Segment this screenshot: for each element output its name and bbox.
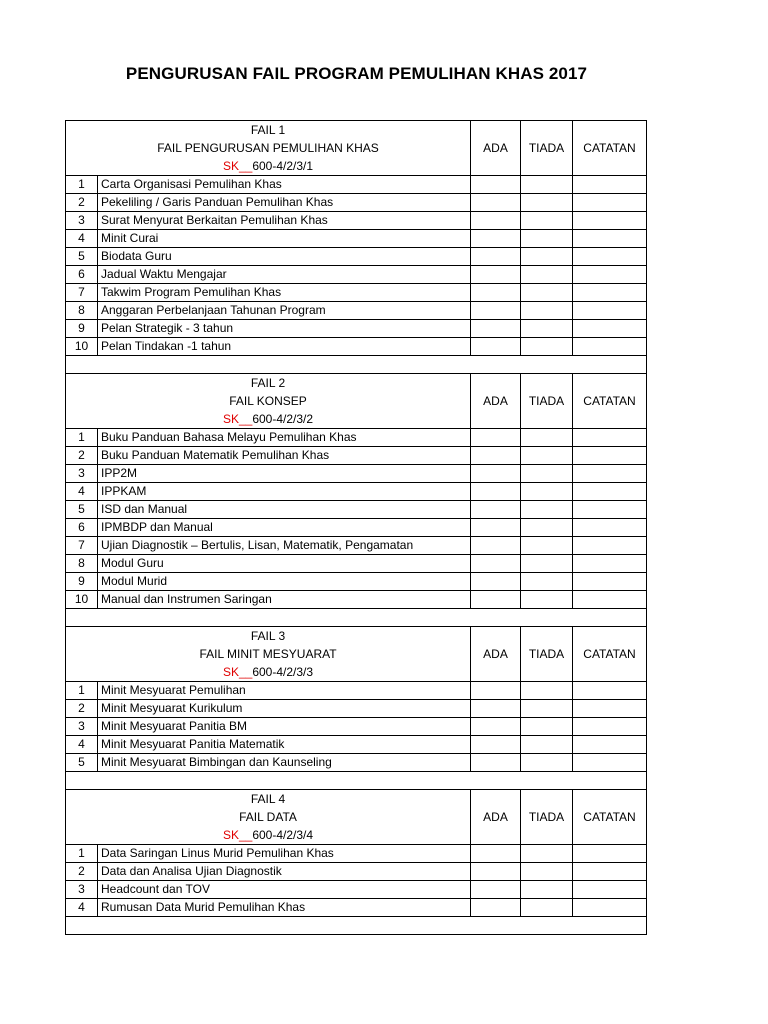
table-row	[66, 483, 647, 501]
file-code	[69, 410, 467, 428]
item-description: Minit Mesyuarat Panitia BM	[98, 718, 471, 736]
tiada-cell[interactable]	[521, 338, 573, 356]
tiada-cell[interactable]	[521, 176, 573, 194]
tiada-cell[interactable]	[521, 465, 573, 483]
ada-cell[interactable]	[471, 465, 521, 483]
table-row	[66, 465, 647, 483]
item-number: 2	[66, 194, 98, 212]
item-number: 8	[66, 302, 98, 320]
table-row	[66, 591, 647, 609]
ada-cell[interactable]	[471, 447, 521, 465]
table-row	[66, 284, 647, 302]
document-title: PENGURUSAN FAIL PROGRAM PEMULIHAN KHAS 2017	[125, 64, 588, 83]
spacer-row	[66, 772, 647, 790]
table-row	[66, 682, 647, 700]
ada-cell[interactable]	[471, 429, 521, 447]
catatan-cell[interactable]	[573, 483, 647, 501]
item-number: 1	[66, 682, 98, 700]
table-row	[66, 266, 647, 284]
catatan-cell[interactable]	[573, 212, 647, 230]
table-row	[66, 338, 647, 356]
item-description: IPP2M	[98, 465, 471, 483]
file-code-number: 600-4/2/3/1	[252, 159, 314, 173]
file-code-prefix: SK__	[222, 665, 253, 679]
item-description: Modul Murid	[98, 573, 471, 591]
item-description: Manual dan Instrumen Saringan	[98, 591, 471, 609]
file-code	[69, 826, 467, 844]
column-header-ada: ADA	[471, 374, 521, 429]
item-number: 4	[66, 483, 98, 501]
ada-cell[interactable]	[471, 845, 521, 863]
item-description: Takwim Program Pemulihan Khas	[98, 284, 471, 302]
section-title-cell	[66, 790, 471, 845]
ada-cell[interactable]	[471, 591, 521, 609]
ada-cell[interactable]	[471, 176, 521, 194]
table-row	[66, 700, 647, 718]
ada-cell[interactable]	[471, 248, 521, 266]
tiada-cell[interactable]	[521, 555, 573, 573]
ada-cell[interactable]	[471, 736, 521, 754]
catatan-cell[interactable]	[573, 501, 647, 519]
section-title-cell	[66, 627, 471, 682]
item-number: 9	[66, 573, 98, 591]
tiada-cell[interactable]	[521, 447, 573, 465]
ada-cell[interactable]	[471, 230, 521, 248]
ada-cell[interactable]	[471, 555, 521, 573]
item-description: Minit Mesyuarat Kurikulum	[98, 700, 471, 718]
tiada-cell[interactable]	[521, 248, 573, 266]
tiada-cell[interactable]	[521, 881, 573, 899]
item-number: 5	[66, 754, 98, 772]
catatan-cell[interactable]	[573, 754, 647, 772]
tiada-cell[interactable]	[521, 302, 573, 320]
ada-cell[interactable]	[471, 284, 521, 302]
item-number: 10	[66, 591, 98, 609]
catatan-cell[interactable]	[573, 266, 647, 284]
item-description: Minit Mesyuarat Pemulihan	[98, 682, 471, 700]
file-code-prefix: SK__	[222, 159, 253, 173]
table-row	[66, 320, 647, 338]
catatan-cell[interactable]	[573, 176, 647, 194]
table-row	[66, 736, 647, 754]
item-description: Pelan Tindakan -1 tahun	[98, 338, 471, 356]
catatan-cell[interactable]	[573, 537, 647, 555]
table-row	[66, 194, 647, 212]
table-row	[66, 302, 647, 320]
catatan-cell[interactable]	[573, 302, 647, 320]
column-header-catatan: CATATAN	[573, 374, 647, 429]
item-description: Data Saringan Linus Murid Pemulihan Khas	[98, 845, 471, 863]
table-row	[66, 212, 647, 230]
item-number: 2	[66, 863, 98, 881]
item-description: Data dan Analisa Ujian Diagnostik	[98, 863, 471, 881]
catatan-cell[interactable]	[573, 881, 647, 899]
column-header-catatan: CATATAN	[573, 790, 647, 845]
fail-number: FAIL 1	[250, 123, 286, 137]
tiada-cell[interactable]	[521, 573, 573, 591]
item-number: 1	[66, 176, 98, 194]
fail-name: FAIL PENGURUSAN PEMULIHAN KHAS	[157, 141, 379, 155]
table-row	[66, 230, 647, 248]
table-row	[66, 754, 647, 772]
catatan-cell[interactable]	[573, 845, 647, 863]
item-description: IPMBDP dan Manual	[98, 519, 471, 537]
table-row	[66, 501, 647, 519]
section-title-cell	[66, 374, 471, 429]
ada-cell[interactable]	[471, 501, 521, 519]
item-description: IPPKAM	[98, 483, 471, 501]
table-row	[66, 519, 647, 537]
item-description: Minit Curai	[98, 230, 471, 248]
item-number: 3	[66, 881, 98, 899]
column-header-ada: ADA	[471, 121, 521, 176]
fail-name: FAIL KONSEP	[229, 394, 307, 408]
item-number: 5	[66, 248, 98, 266]
item-description: Anggaran Perbelanjaan Tahunan Program	[98, 302, 471, 320]
tiada-cell[interactable]	[521, 736, 573, 754]
table-row	[66, 248, 647, 266]
table-row	[66, 429, 647, 447]
tiada-cell[interactable]	[521, 194, 573, 212]
table-row	[66, 573, 647, 591]
item-number: 3	[66, 465, 98, 483]
catatan-cell[interactable]	[573, 320, 647, 338]
item-number: 10	[66, 338, 98, 356]
item-number: 9	[66, 320, 98, 338]
ada-cell[interactable]	[471, 899, 521, 917]
item-description: Minit Mesyuarat Panitia Matematik	[98, 736, 471, 754]
fail-number: FAIL 4	[250, 792, 286, 806]
tiada-cell[interactable]	[521, 429, 573, 447]
catatan-cell[interactable]	[573, 718, 647, 736]
column-header-catatan: CATATAN	[573, 627, 647, 682]
tiada-cell[interactable]	[521, 266, 573, 284]
file-code-number: 600-4/2/3/2	[252, 412, 314, 426]
tiada-cell[interactable]	[521, 284, 573, 302]
spacer-cell	[66, 917, 647, 935]
catatan-cell[interactable]	[573, 899, 647, 917]
item-description: Biodata Guru	[98, 248, 471, 266]
table-row	[66, 555, 647, 573]
tiada-cell[interactable]	[521, 700, 573, 718]
tiada-cell[interactable]	[521, 501, 573, 519]
ada-cell[interactable]	[471, 537, 521, 555]
item-number: 1	[66, 845, 98, 863]
section-header-row	[66, 374, 647, 429]
file-code-prefix: SK__	[222, 412, 253, 426]
file-checklist-table	[65, 120, 647, 935]
catatan-cell[interactable]	[573, 447, 647, 465]
fail-number: FAIL 2	[250, 376, 286, 390]
item-description: Carta Organisasi Pemulihan Khas	[98, 176, 471, 194]
tiada-cell[interactable]	[521, 845, 573, 863]
item-description: Minit Mesyuarat Bimbingan dan Kaunseling	[98, 754, 471, 772]
spacer-cell	[66, 356, 647, 374]
column-header-tiada: TIADA	[521, 790, 573, 845]
item-description: Rumusan Data Murid Pemulihan Khas	[98, 899, 471, 917]
item-number: 4	[66, 230, 98, 248]
fail-name: FAIL MINIT MESYUARAT	[199, 647, 337, 661]
tiada-cell[interactable]	[521, 483, 573, 501]
item-description: Surat Menyurat Berkaitan Pemulihan Khas	[98, 212, 471, 230]
item-description: ISD dan Manual	[98, 501, 471, 519]
ada-cell[interactable]	[471, 700, 521, 718]
ada-cell[interactable]	[471, 194, 521, 212]
table-row	[66, 447, 647, 465]
catatan-cell[interactable]	[573, 682, 647, 700]
item-description: Headcount dan TOV	[98, 881, 471, 899]
item-number: 1	[66, 429, 98, 447]
item-description: Ujian Diagnostik – Bertulis, Lisan, Matematik, Pengamatan	[98, 537, 471, 555]
table-row	[66, 899, 647, 917]
catatan-cell[interactable]	[573, 736, 647, 754]
item-number: 6	[66, 266, 98, 284]
spacer-cell	[66, 609, 647, 627]
table-row	[66, 845, 647, 863]
catatan-cell[interactable]	[573, 555, 647, 573]
item-number: 3	[66, 718, 98, 736]
tiada-cell[interactable]	[521, 682, 573, 700]
column-header-tiada: TIADA	[521, 121, 573, 176]
catatan-cell[interactable]	[573, 194, 647, 212]
table-row	[66, 537, 647, 555]
column-header-ada: ADA	[471, 790, 521, 845]
file-code-prefix: SK__	[222, 828, 253, 842]
column-header-ada: ADA	[471, 627, 521, 682]
spacer-cell	[66, 772, 647, 790]
item-description: Buku Panduan Matematik Pemulihan Khas	[98, 447, 471, 465]
tiada-cell[interactable]	[521, 230, 573, 248]
tiada-cell[interactable]	[521, 320, 573, 338]
tiada-cell[interactable]	[521, 754, 573, 772]
item-description: Jadual Waktu Mengajar	[98, 266, 471, 284]
ada-cell[interactable]	[471, 320, 521, 338]
item-number: 7	[66, 537, 98, 555]
tiada-cell[interactable]	[521, 718, 573, 736]
spacer-row	[66, 609, 647, 627]
item-number: 8	[66, 555, 98, 573]
table-row	[66, 881, 647, 899]
fail-number: FAIL 3	[250, 629, 286, 643]
checklist-body	[66, 121, 647, 935]
catatan-cell[interactable]	[573, 230, 647, 248]
ada-cell[interactable]	[471, 519, 521, 537]
tiada-cell[interactable]	[521, 863, 573, 881]
spacer-row	[66, 917, 647, 935]
item-number: 5	[66, 501, 98, 519]
ada-cell[interactable]	[471, 338, 521, 356]
catatan-cell[interactable]	[573, 573, 647, 591]
catatan-cell[interactable]	[573, 863, 647, 881]
table-row	[66, 863, 647, 881]
section-header-row	[66, 627, 647, 682]
item-number: 2	[66, 447, 98, 465]
ada-cell[interactable]	[471, 754, 521, 772]
ada-cell[interactable]	[471, 483, 521, 501]
tiada-cell[interactable]	[521, 591, 573, 609]
catatan-cell[interactable]	[573, 338, 647, 356]
ada-cell[interactable]	[471, 718, 521, 736]
item-description: Modul Guru	[98, 555, 471, 573]
item-number: 4	[66, 736, 98, 754]
item-number: 7	[66, 284, 98, 302]
tiada-cell[interactable]	[521, 537, 573, 555]
file-code-number: 600-4/2/3/4	[252, 828, 314, 842]
fail-name: FAIL DATA	[239, 810, 297, 824]
item-number: 6	[66, 519, 98, 537]
item-number: 3	[66, 212, 98, 230]
item-description: Pekeliling / Garis Panduan Pemulihan Khas	[98, 194, 471, 212]
ada-cell[interactable]	[471, 266, 521, 284]
ada-cell[interactable]	[471, 881, 521, 899]
item-number: 4	[66, 899, 98, 917]
ada-cell[interactable]	[471, 682, 521, 700]
item-description: Pelan Strategik - 3 tahun	[98, 320, 471, 338]
tiada-cell[interactable]	[521, 519, 573, 537]
section-header-row	[66, 790, 647, 845]
table-row	[66, 718, 647, 736]
ada-cell[interactable]	[471, 212, 521, 230]
tiada-cell[interactable]	[521, 899, 573, 917]
section-title-cell	[66, 121, 471, 176]
file-code	[69, 157, 467, 175]
file-code-number: 600-4/2/3/3	[252, 665, 314, 679]
ada-cell[interactable]	[471, 863, 521, 881]
spacer-row	[66, 356, 647, 374]
catatan-cell[interactable]	[573, 465, 647, 483]
section-header-row	[66, 121, 647, 176]
item-description: Buku Panduan Bahasa Melayu Pemulihan Khas	[98, 429, 471, 447]
ada-cell[interactable]	[471, 302, 521, 320]
catatan-cell[interactable]	[573, 519, 647, 537]
catatan-cell[interactable]	[573, 429, 647, 447]
catatan-cell[interactable]	[573, 284, 647, 302]
table-row	[66, 176, 647, 194]
tiada-cell[interactable]	[521, 212, 573, 230]
column-header-tiada: TIADA	[521, 374, 573, 429]
catatan-cell[interactable]	[573, 591, 647, 609]
column-header-tiada: TIADA	[521, 627, 573, 682]
item-number: 2	[66, 700, 98, 718]
file-code	[69, 663, 467, 681]
ada-cell[interactable]	[471, 573, 521, 591]
catatan-cell[interactable]	[573, 700, 647, 718]
catatan-cell[interactable]	[573, 248, 647, 266]
column-header-catatan: CATATAN	[573, 121, 647, 176]
